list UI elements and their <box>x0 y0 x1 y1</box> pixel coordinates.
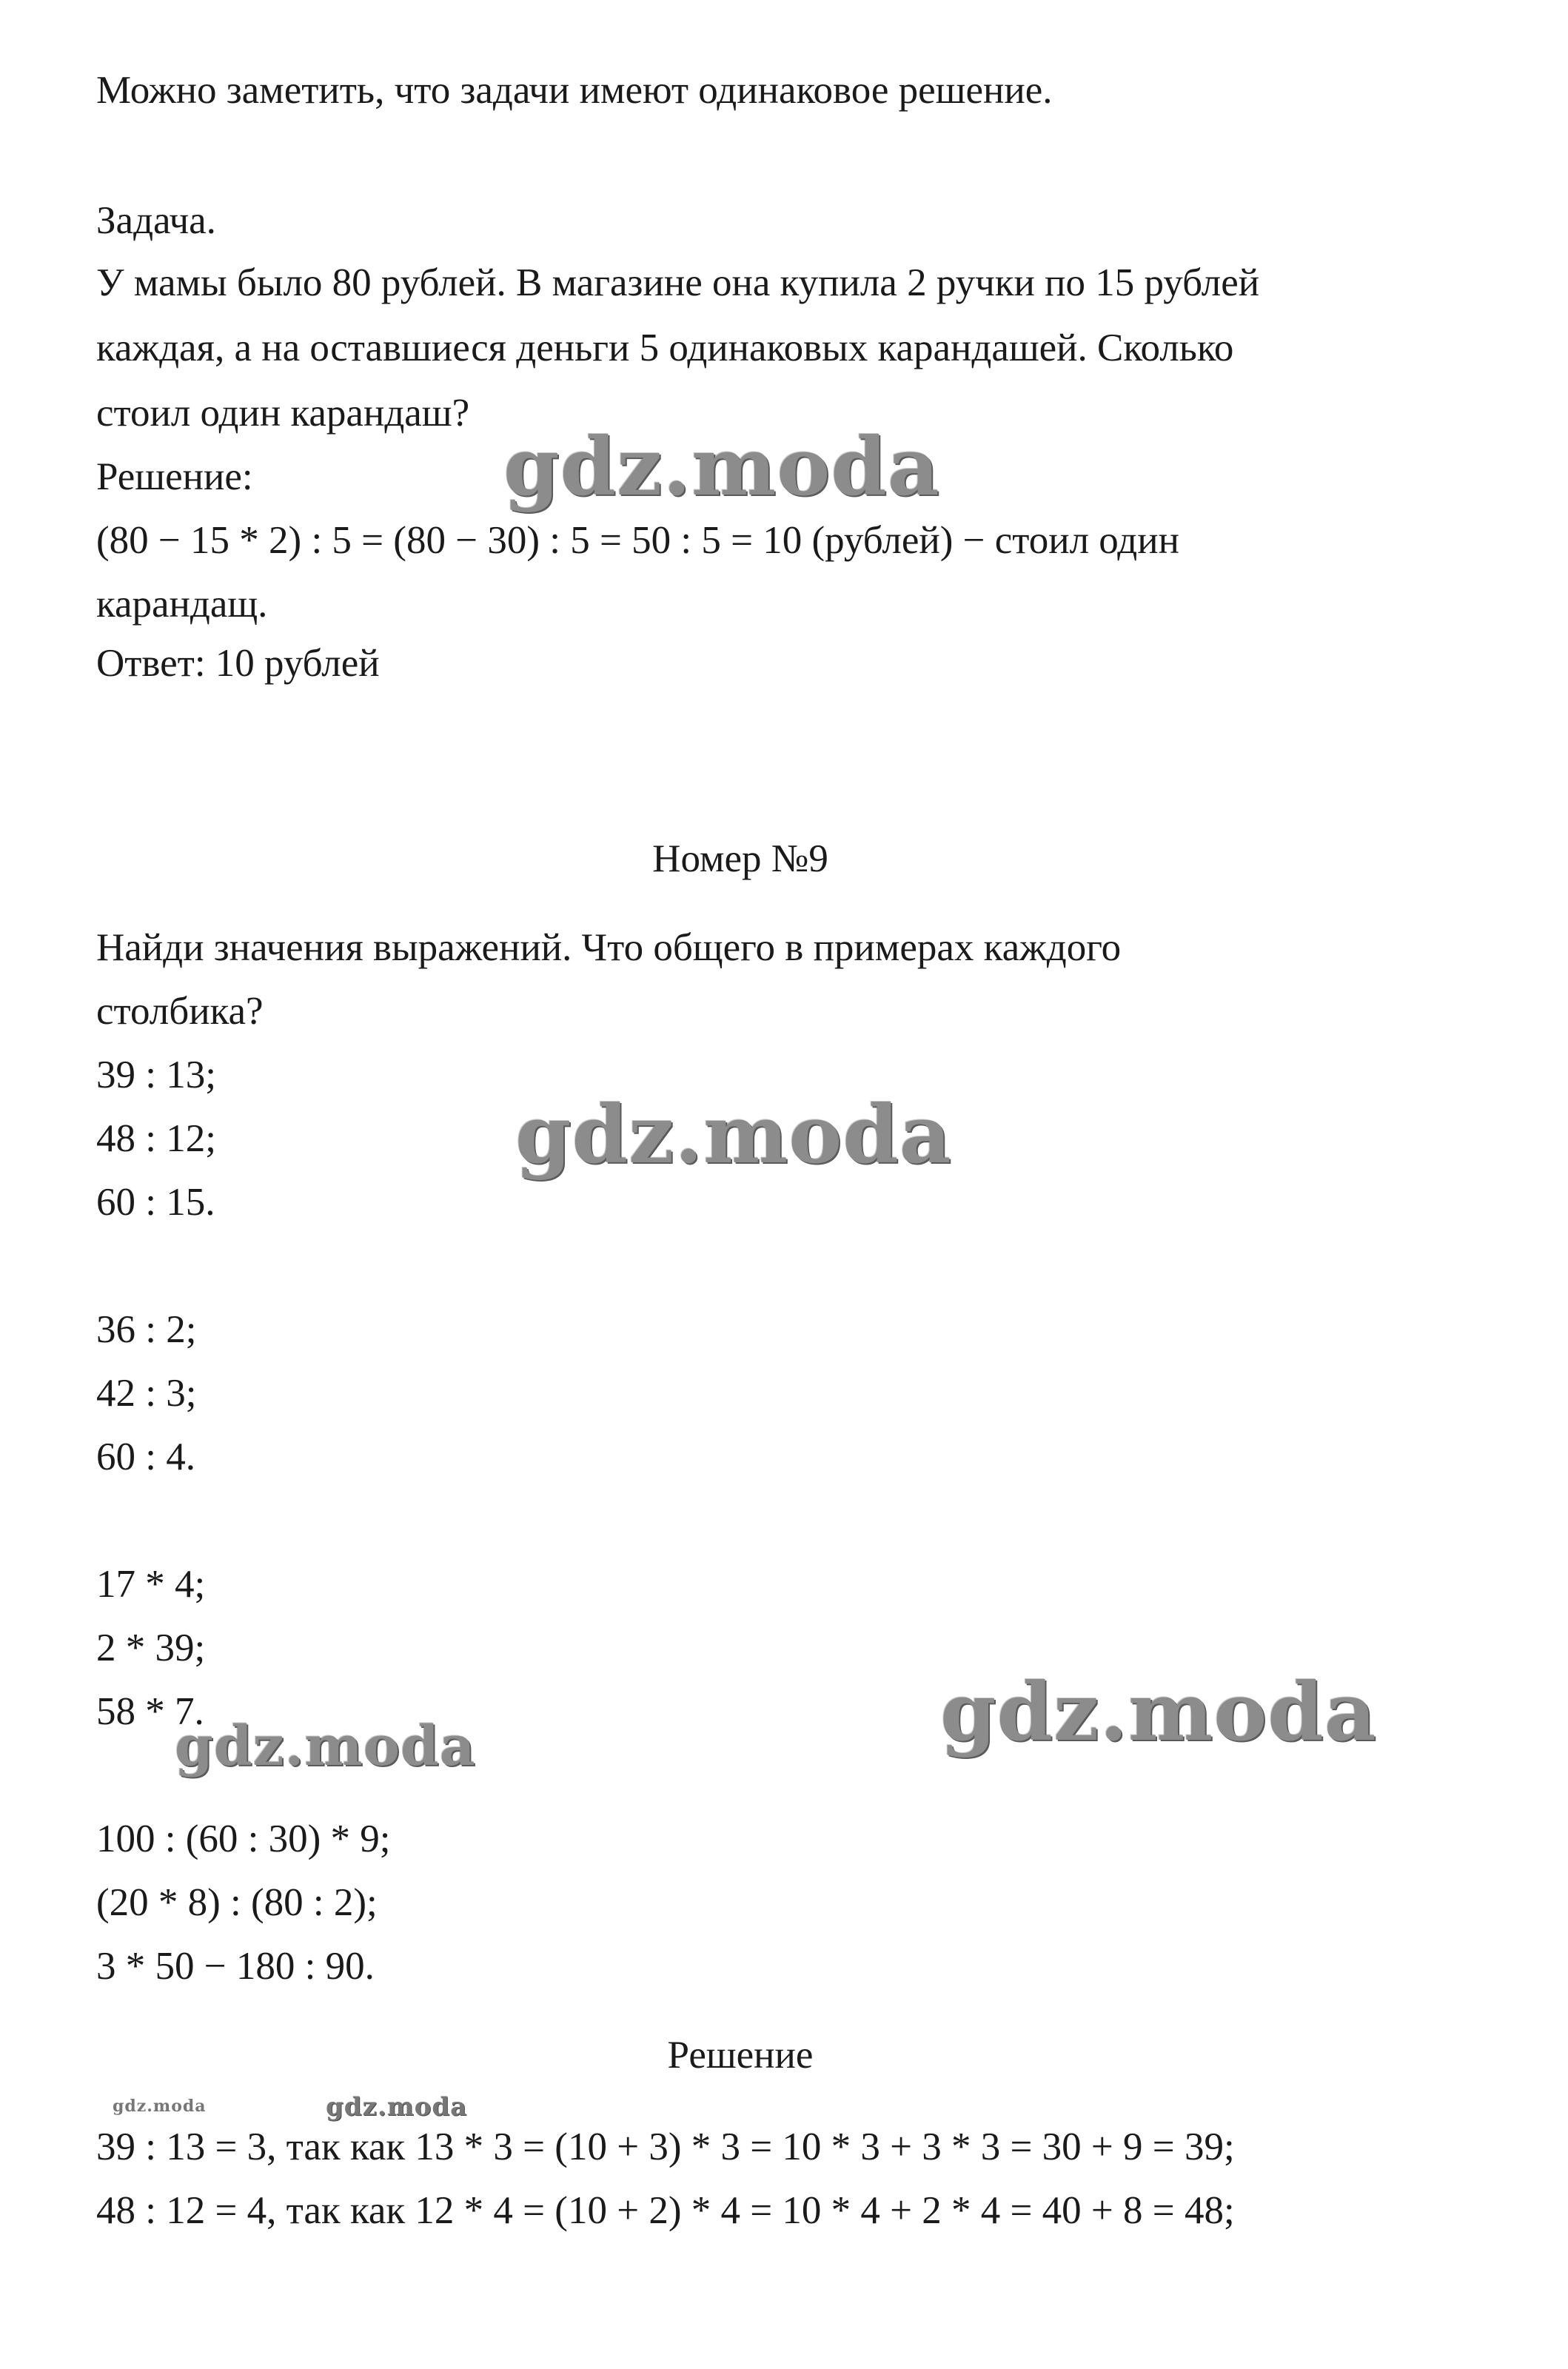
prompt-line: Найди значения выражений. Что общего в примерах каждого <box>96 926 1122 969</box>
watermark: gdz.moda <box>113 2097 207 2116</box>
prompt-line: столбика? <box>96 990 264 1033</box>
expression: 100 : (60 : 30) * 9; <box>96 1817 391 1860</box>
task-heading: Задача. <box>96 199 216 242</box>
expression: 36 : 2; <box>96 1308 197 1351</box>
expression: 60 : 15. <box>96 1181 215 1224</box>
expression: 58 * 7. <box>96 1690 204 1733</box>
expression: 39 : 13; <box>96 1053 216 1096</box>
expression: (20 * 8) : (80 : 2); <box>96 1881 378 1924</box>
task-solution-label: Решение: <box>96 455 253 498</box>
expression: 2 * 39; <box>96 1626 206 1669</box>
expression: 42 : 3; <box>96 1372 197 1415</box>
section-title: Номер №9 <box>652 837 828 880</box>
watermark: gdz.moda <box>940 1666 1377 1759</box>
task-solution-line: (80 − 15 * 2) : 5 = (80 − 30) : 5 = 50 : 5 = 10 (рублей) − стоил один <box>96 519 1179 562</box>
solution-title: Решение <box>667 2034 814 2077</box>
watermark: gdz.moda <box>515 1088 952 1182</box>
watermark: gdz.moda <box>175 1715 476 1778</box>
expression: 17 * 4; <box>96 1563 206 1606</box>
solution-line: 48 : 12 = 4, так как 12 * 4 = (10 + 2) * 4 = 10 * 4 + 2 * 4 = 40 + 8 = 48; <box>96 2189 1235 2232</box>
watermark: gdz.moda <box>503 420 940 514</box>
solution-line: 39 : 13 = 3, так как 13 * 3 = (10 + 3) * 3 = 10 * 3 + 3 * 3 = 30 + 9 = 39; <box>96 2125 1235 2168</box>
task-text-line: У мамы было 80 рублей. В магазине она купила 2 ручки по 15 рублей <box>96 261 1260 304</box>
expression: 3 * 50 − 180 : 90. <box>96 1945 375 1988</box>
task-solution-line: карандащ. <box>96 583 268 626</box>
task-answer: Ответ: 10 рублей <box>96 642 380 685</box>
expression: 60 : 4. <box>96 1435 195 1478</box>
task-text-line: каждая, а на оставшиеся деньги 5 одинаковых карандашей. Сколько <box>96 326 1234 369</box>
intro-text: Можно заметить, что задачи имеют одинаковое решение. <box>96 69 1053 112</box>
task-text-line: стоил один карандаш? <box>96 392 470 435</box>
expression: 48 : 12; <box>96 1117 216 1160</box>
watermark: gdz.moda <box>326 2092 468 2122</box>
